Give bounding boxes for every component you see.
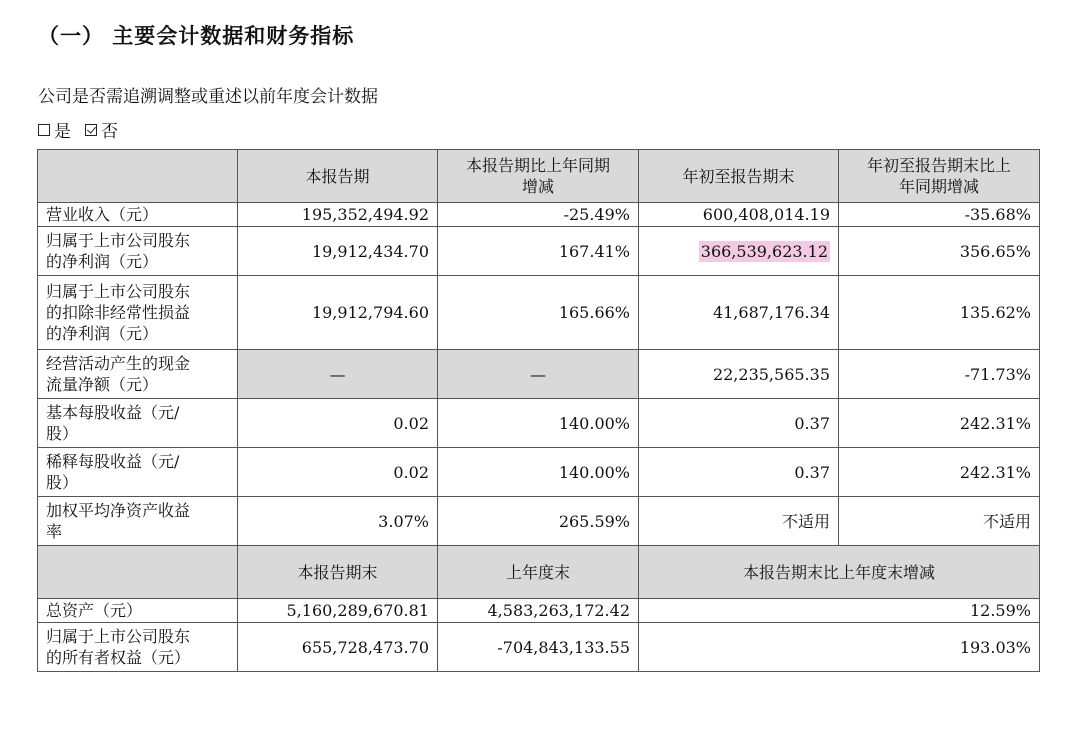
table-row	[38, 276, 1040, 350]
cell-value: 600,408,014.19	[639, 203, 839, 227]
cell-value: 5,160,289,670.81	[238, 599, 438, 623]
table-row	[38, 599, 1040, 623]
choice-yes-label: 是	[54, 122, 71, 142]
table-row	[38, 497, 1040, 546]
cell-value: 12.59%	[639, 599, 1040, 623]
header-blank-cell	[38, 150, 238, 203]
cell-value: 195,352,494.92	[238, 203, 438, 227]
cell-value: 135.62%	[839, 276, 1040, 350]
highlighted-value: 366,539,623.12	[700, 241, 828, 261]
cell-value: 165.66%	[438, 276, 639, 350]
table-row	[38, 227, 1040, 276]
table-header-row	[38, 546, 1040, 599]
cell-value: 655,728,473.70	[238, 623, 438, 672]
cell-value: 0.02	[238, 448, 438, 497]
table-row	[38, 623, 1040, 672]
header-blank-cell	[38, 546, 238, 599]
table-row	[38, 448, 1040, 497]
checkbox-unchecked-icon[interactable]	[38, 124, 50, 136]
cell-value: 242.31%	[839, 399, 1040, 448]
row-label: 经营活动产生的现金 流量净额（元）	[38, 350, 238, 399]
table-row	[38, 399, 1040, 448]
cell-value: 0.02	[238, 399, 438, 448]
cell-value: 356.65%	[839, 227, 1040, 276]
cell-value: 0.37	[639, 399, 839, 448]
financial-data-table	[37, 149, 1040, 672]
row-label: 基本每股收益（元/ 股）	[38, 399, 238, 448]
restatement-choices	[38, 117, 128, 142]
header-ytd: 年初至报告期末	[639, 150, 839, 203]
cell-value: 19,912,794.60	[238, 276, 438, 350]
header-period-end: 本报告期末	[238, 546, 438, 599]
cell-value: 140.00%	[438, 448, 639, 497]
header-current-period-change: 本报告期比上年同期 增减	[438, 150, 639, 203]
cell-value: 3.07%	[238, 497, 438, 546]
cell-value: 不适用	[639, 497, 839, 546]
section-title: （一） 主要会计数据和财务指标	[38, 24, 355, 48]
cell-value: 193.03%	[639, 623, 1040, 672]
cell-value: -71.73%	[839, 350, 1040, 399]
cell-value: —	[438, 350, 639, 399]
cell-value: 4,583,263,172.42	[438, 599, 639, 623]
cell-value: -35.68%	[839, 203, 1040, 227]
cell-value: 41,687,176.34	[639, 276, 839, 350]
cell-value: 0.37	[639, 448, 839, 497]
cell-value: —	[238, 350, 438, 399]
cell-value: -704,843,133.55	[438, 623, 639, 672]
row-label: 归属于上市公司股东 的扣除非经常性损益 的净利润（元）	[38, 276, 238, 350]
table-row	[38, 203, 1040, 227]
header-prior-year-end: 上年度末	[438, 546, 639, 599]
cell-value: 167.41%	[438, 227, 639, 276]
cell-value	[639, 227, 839, 276]
header-ytd-change: 年初至报告期末比上 年同期增减	[839, 150, 1040, 203]
row-label: 归属于上市公司股东 的净利润（元）	[38, 227, 238, 276]
cell-value: 22,235,565.35	[639, 350, 839, 399]
header-period-end-change: 本报告期末比上年度末增减	[639, 546, 1040, 599]
choice-no[interactable]	[85, 117, 118, 142]
cell-value: 265.59%	[438, 497, 639, 546]
row-label: 总资产（元）	[38, 599, 238, 623]
row-label: 营业收入（元）	[38, 203, 238, 227]
table-row	[38, 350, 1040, 399]
header-current-period: 本报告期	[238, 150, 438, 203]
choice-no-label: 否	[101, 122, 118, 142]
restatement-question: 公司是否需追溯调整或重述以前年度会计数据	[38, 87, 378, 107]
row-label: 加权平均净资产收益 率	[38, 497, 238, 546]
cell-value: -25.49%	[438, 203, 639, 227]
cell-value: 19,912,434.70	[238, 227, 438, 276]
row-label: 稀释每股收益（元/ 股）	[38, 448, 238, 497]
cell-value: 140.00%	[438, 399, 639, 448]
cell-value: 242.31%	[839, 448, 1040, 497]
cell-value: 不适用	[839, 497, 1040, 546]
row-label: 归属于上市公司股东 的所有者权益（元）	[38, 623, 238, 672]
table-header-row	[38, 150, 1040, 203]
checkbox-checked-icon[interactable]	[85, 124, 97, 136]
choice-yes[interactable]	[38, 117, 71, 142]
